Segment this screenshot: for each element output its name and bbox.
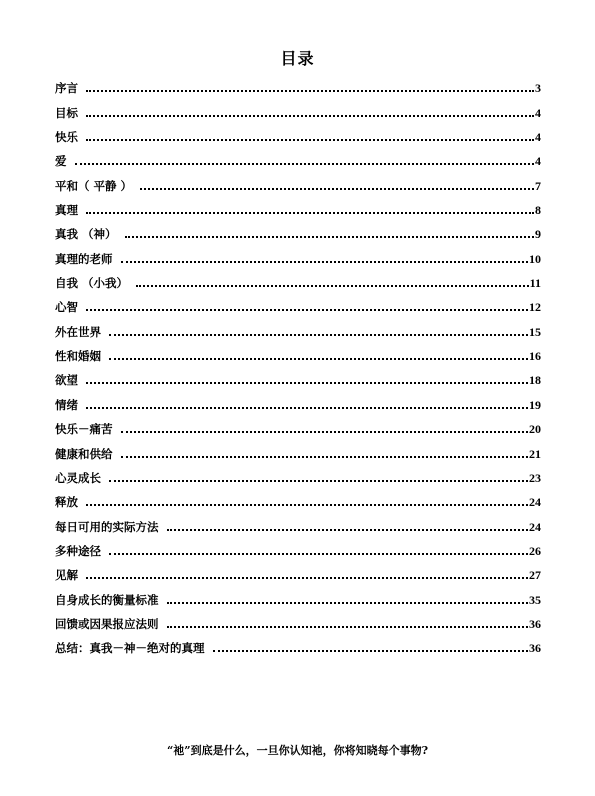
- toc-dot-leader: [86, 382, 528, 384]
- toc-entry-page-number: 27: [529, 568, 541, 583]
- toc-entry[interactable]: [55, 169, 541, 193]
- toc-entry-label: 多种途径: [55, 543, 101, 558]
- toc-entry[interactable]: [55, 121, 541, 145]
- toc-entry[interactable]: [55, 632, 541, 656]
- toc-dot-leader: [213, 650, 529, 652]
- toc-entry-label: 心灵成长: [55, 470, 101, 485]
- toc-entry-label: 心智: [55, 300, 78, 315]
- toc-entry-label: 回馈或因果报应法则: [55, 616, 159, 631]
- toc-entry[interactable]: [55, 242, 541, 266]
- toc-entry-label: 真我 （神）: [55, 227, 117, 242]
- toc-dot-leader: [75, 163, 535, 165]
- toc-entry[interactable]: [55, 486, 541, 510]
- page-title: 目录: [280, 49, 315, 68]
- toc-entry-label: 真理: [55, 203, 78, 218]
- toc-dot-leader: [121, 431, 529, 433]
- toc-dot-leader: [167, 626, 529, 628]
- toc-entry-page-number: 9: [535, 227, 541, 242]
- toc-dot-leader: [86, 504, 528, 506]
- toc-entry[interactable]: [55, 218, 541, 242]
- toc-entry-label: 真理的老师: [55, 251, 113, 266]
- toc-entry-page-number: 20: [529, 422, 541, 437]
- table-of-contents: [55, 72, 541, 656]
- toc-dot-leader: [121, 261, 529, 263]
- toc-entry-page-number: 36: [529, 616, 541, 631]
- toc-entry[interactable]: [55, 145, 541, 169]
- toc-entry-page-number: 11: [529, 276, 541, 291]
- toc-entry[interactable]: [55, 437, 541, 461]
- toc-entry-page-number: 24: [529, 519, 541, 534]
- toc-entry-page-number: 18: [529, 373, 541, 388]
- toc-entry-label: 释放: [55, 495, 78, 510]
- toc-entry-page-number: 12: [529, 300, 541, 315]
- toc-entry-label: 序言: [55, 81, 78, 96]
- toc-entry-page-number: 19: [529, 397, 541, 412]
- toc-entry-label: 快乐: [55, 130, 78, 145]
- toc-dot-leader: [86, 407, 528, 409]
- toc-entry-label: 爱: [55, 154, 67, 169]
- toc-dot-leader: [140, 188, 534, 190]
- toc-entry-label: 自我 （小我）: [55, 276, 129, 291]
- toc-entry[interactable]: [55, 291, 541, 315]
- page-footer: “祂”到底是什么，一旦你认知祂，你将知晓每个事物?: [166, 744, 429, 757]
- toc-entry[interactable]: [55, 194, 541, 218]
- toc-entry-page-number: 36: [529, 641, 541, 656]
- toc-entry-label: 每日可用的实际方法: [55, 519, 159, 534]
- toc-entry[interactable]: [55, 559, 541, 583]
- toc-dot-leader: [125, 236, 534, 238]
- toc-entry-label: 目标: [55, 105, 78, 120]
- toc-entry[interactable]: [55, 96, 541, 120]
- toc-entry-page-number: 16: [529, 349, 541, 364]
- toc-dot-leader: [109, 358, 528, 360]
- toc-entry-label: 欲望: [55, 373, 78, 388]
- toc-entry[interactable]: [55, 72, 541, 96]
- toc-dot-leader: [86, 212, 534, 214]
- toc-dot-leader: [109, 553, 528, 555]
- toc-entry-label: 情绪: [55, 397, 78, 412]
- toc-dot-leader: [86, 139, 534, 141]
- toc-entry[interactable]: [55, 340, 541, 364]
- toc-entry-label: 性和婚姻: [55, 349, 101, 364]
- toc-entry-page-number: 4: [535, 105, 541, 120]
- toc-dot-leader: [86, 115, 534, 117]
- toc-entry-label: 健康和供给: [55, 446, 113, 461]
- toc-entry-page-number: 4: [535, 130, 541, 145]
- toc-entry-label: 外在世界: [55, 324, 101, 339]
- toc-entry-page-number: 21: [529, 446, 541, 461]
- toc-dot-leader: [86, 577, 528, 579]
- toc-entry-page-number: 23: [529, 470, 541, 485]
- toc-entry-label: 总结：真我－神－绝对的真理: [55, 641, 205, 656]
- toc-entry-page-number: 35: [529, 592, 541, 607]
- toc-dot-leader: [136, 285, 529, 287]
- toc-dot-leader: [167, 602, 529, 604]
- toc-dot-leader: [121, 456, 529, 458]
- toc-entry-label: 平和（ 平静 ）: [55, 178, 133, 193]
- toc-dot-leader: [109, 334, 528, 336]
- toc-entry[interactable]: [55, 388, 541, 412]
- toc-dot-leader: [109, 480, 528, 482]
- toc-entry[interactable]: [55, 462, 541, 486]
- toc-entry-page-number: 15: [529, 324, 541, 339]
- toc-entry-label: 快乐－痛苦: [55, 422, 113, 437]
- toc-dot-leader: [86, 90, 534, 92]
- toc-entry[interactable]: [55, 535, 541, 559]
- toc-entry-page-number: 24: [529, 495, 541, 510]
- toc-entry-page-number: 8: [535, 203, 541, 218]
- toc-entry-page-number: 10: [529, 251, 541, 266]
- toc-entry-page-number: 4: [535, 154, 541, 169]
- toc-entry[interactable]: [55, 583, 541, 607]
- toc-entry[interactable]: [55, 364, 541, 388]
- toc-entry[interactable]: [55, 413, 541, 437]
- toc-entry[interactable]: [55, 510, 541, 534]
- toc-dot-leader: [86, 309, 528, 311]
- toc-entry-page-number: 7: [535, 178, 541, 193]
- toc-entry[interactable]: [55, 315, 541, 339]
- toc-entry-label: 自身成长的衡量标准: [55, 592, 159, 607]
- toc-entry-page-number: 26: [529, 543, 541, 558]
- toc-entry[interactable]: [55, 608, 541, 632]
- toc-dot-leader: [167, 529, 529, 531]
- toc-entry-label: 见解: [55, 568, 78, 583]
- toc-entry-page-number: 3: [535, 81, 541, 96]
- toc-entry[interactable]: [55, 267, 541, 291]
